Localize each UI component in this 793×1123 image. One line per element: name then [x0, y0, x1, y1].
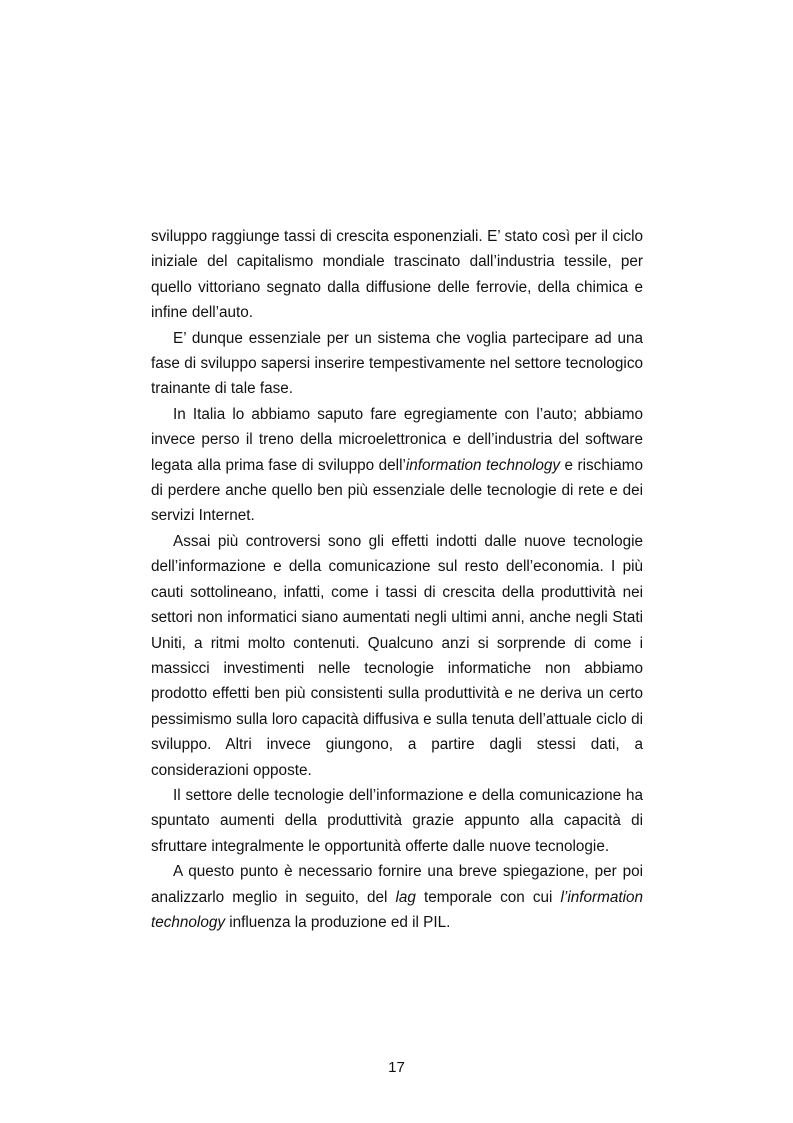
text-run: Assai più controversi sono gli effetti indotti dalle nuove tecnologie dell’informazione e della comunicazione sul resto dell’economia. I più cauti sottolineano, infatti, come i tassi di crescita della produttività nei settori non informatici siano aumentati negli ultimi anni, anche negli Stati Uniti, a ritmi molto contenuti. Qualcuno anzi si sorprende di come i massicci investimenti nelle tecnologie informatiche non abbiamo prodotto effetti ben più consistenti sulla produttività e ne deriva un certo pessimismo sulla loro capacità diffusiva e sulla tenuta dell’attuale ciclo di sviluppo. Altri invece giungono, a partire dagli stessi dati, a considerazioni opposte. — [151, 532, 643, 779]
body-text — [151, 224, 643, 935]
text-run: Il settore delle tecnologie dell’informazione e della comunicazione ha spuntato aumenti della produttività grazie appunto alla capacità di sfruttare integralmente le opportunità offerte dalle nuove tecnologie. — [151, 786, 643, 855]
paragraph — [151, 783, 643, 859]
text-run: temporale con cui — [415, 888, 561, 906]
text-run: e rischiamo di perdere anche quello ben più essenziale delle tecnologie di rete e dei servizi Internet. — [151, 456, 643, 525]
page-number: 17 — [388, 1059, 405, 1076]
italic-run: l’information technology — [151, 888, 643, 931]
text-run: influenza la produzione ed il PIL. — [225, 913, 451, 931]
paragraph — [151, 529, 643, 783]
text-run: A questo punto è necessario fornire una breve spiegazione, per poi analizzarlo meglio in seguito, del — [151, 863, 643, 906]
paragraph — [151, 326, 643, 402]
paragraph — [151, 402, 643, 529]
text-run: E’ dunque essenziale per un sistema che voglia partecipare ad una fase di sviluppo sapersi inserire tempestivamente nel settore tecnologico trainante di tale fase. — [151, 329, 643, 398]
paragraph — [151, 859, 643, 935]
text-run: sviluppo raggiunge tassi di crescita esponenziali. E’ stato così per il ciclo iniziale del capitalismo mondiale trascinato dall’industria tessile, per quello vittoriano segnato dalla diffusione delle ferrovie, della chimica e infine dell’auto. — [151, 228, 643, 322]
text-run: In Italia lo abbiamo saputo fare egregiamente con l’auto; abbiamo invece perso il treno della microelettronica e dell’industria del software legata alla prima fase di sviluppo dell’ — [151, 405, 643, 474]
paragraph — [151, 224, 643, 326]
italic-run: lag — [395, 888, 416, 906]
italic-run: information technology — [405, 456, 561, 474]
